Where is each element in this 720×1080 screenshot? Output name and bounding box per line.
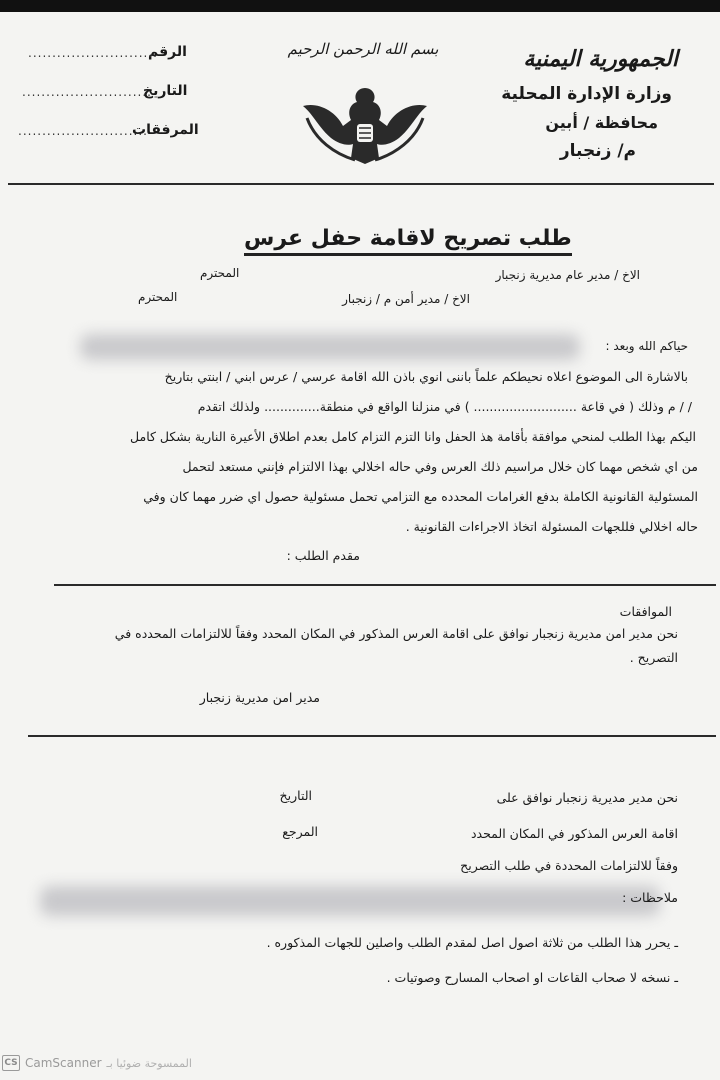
body-line-1: بالاشارة الى الموضوع اعلاه نحيطكم علماً باننى انوي باذن الله اقامة عرسي / عرس ابني / ابنتي بتاريخ [164, 369, 688, 384]
approvals-divider [28, 735, 716, 737]
body-line-3: اليكم بهذا الطلب لمنحي موافقة بأقامة هذ الحفل وانا التزم التزام كامل بعدم اطلاق الأعيرة النارية بشكل كامل [130, 429, 696, 444]
district-date-label: التاريخ [279, 788, 312, 803]
applicant-label: مقدم الطلب : [286, 548, 360, 563]
addressee-1-honor: المحترم [200, 266, 240, 280]
field-date-label: التاريخ [143, 83, 188, 99]
notes-item-1: ـ يحرر هذا الطلب من ثلاثة اصول اصل لمقدم الطلب واصلين للجهات المذكوره . [266, 935, 678, 950]
body-line-5: المسئولية القانونية الكاملة بدفع الغرامات المحدده مع التزامي تحمل مسئولية حصول اي ضرر مهما كان وفي [143, 489, 698, 504]
addressee-2-honor: المحترم [138, 290, 178, 304]
camscanner-logo-icon: CS [2, 1055, 20, 1071]
document-title: طلب تصريح لاقامة حفل عرس [244, 226, 572, 256]
approvals-line-1: نحن مدير امن مديرية زنجبار نوافق على اقامة العرس المذكور في المكان المحدد وفقاً للالتزامات المحدده في [114, 626, 678, 641]
body-line-4: من اي شخص مهما كان خلال مراسيم ذلك العرس وفي حاله اخلالي بهذا الالتزام فإنني مستعد لتحمل [182, 459, 698, 474]
camscanner-name: CamScanner [25, 1056, 102, 1070]
district-ref-label: المرجع [282, 824, 318, 839]
greeting: حياكم الله وبعد : [605, 339, 688, 353]
basmala: بسم الله الرحمن الرحيم [287, 40, 439, 58]
header-divider [8, 183, 714, 185]
approvals-signer: مدير امن مديرية زنجبار [199, 690, 320, 705]
approvals-line-2: التصريح . [629, 650, 678, 665]
notes-heading: ملاحظات : [622, 890, 678, 905]
approvals-heading: الموافقات [619, 604, 672, 619]
field-number-dots: ........................... [28, 46, 158, 60]
field-attachments-dots: ........................... [18, 124, 148, 138]
district-line-1: نحن مدير مديرية زنجبار نوافق على [496, 790, 678, 805]
header-republic: الجمهورية اليمنية [523, 46, 678, 72]
body-line-2: / / م وذلك ( في قاعة .......................... ) في منزلنا الواقع في منطقة.............. ولذلك اتقدم [197, 399, 692, 414]
field-date-dots: ........................... [22, 85, 152, 99]
body-line-6: حاله اخلالي فللجهات المسئولة اتخاذ الاجراءات القانونية . [405, 519, 698, 534]
district-line-3: وفقاً للالتزامات المحددة في طلب التصريح [460, 858, 678, 873]
field-attachments-label: المرفقات [132, 122, 199, 138]
header-ministry: وزارة الإدارة المحلية [501, 84, 672, 104]
eagle-emblem-icon [295, 80, 435, 165]
camscanner-tagline: الممسوحة ضوئيا بـ [106, 1056, 192, 1070]
header-governorate: محافظة / أبين [545, 113, 658, 132]
header-district: م/ زنجبار [559, 141, 636, 161]
camscanner-watermark [2, 1054, 192, 1072]
body-divider [54, 584, 716, 586]
addressee-1: الاخ / مدير عام مديرية زنجبار [495, 268, 640, 282]
notes-item-2: ـ نسخه لا صحاب القاعات او اصحاب المسارح وصوتيات . [386, 970, 678, 985]
district-line-2: اقامة العرس المذكور في المكان المحدد [470, 826, 678, 841]
redacted-area-2 [40, 886, 660, 916]
redacted-area-1 [80, 334, 580, 360]
field-number-label: الرقم [148, 44, 187, 60]
top-border [0, 0, 720, 12]
addressee-2: الاخ / مدير أمن م / زنجبار [342, 292, 470, 306]
